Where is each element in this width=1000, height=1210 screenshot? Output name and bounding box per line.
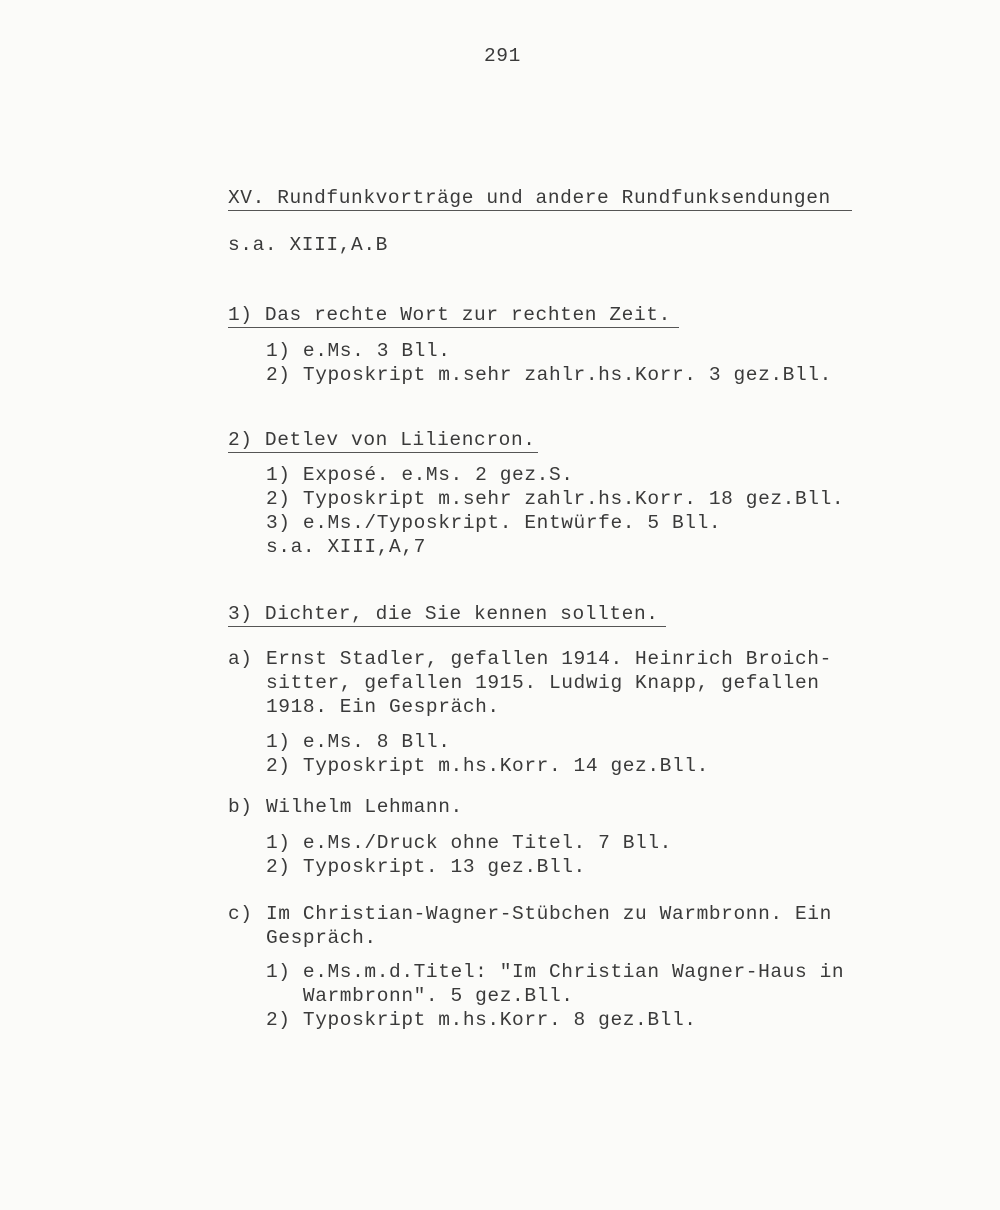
subentry-title-line: Gespräch.	[266, 927, 377, 949]
page-number: 291	[484, 45, 521, 67]
entry-see-also: s.a. XIII,A,7	[266, 536, 426, 558]
section-title-underline	[228, 210, 852, 211]
subentry-label: b)	[228, 796, 253, 818]
entry-heading: 3) Dichter, die Sie kennen sollten.	[228, 603, 659, 625]
entry-item: 2) Typoskript m.sehr zahlr.hs.Korr. 3 gez.Bll.	[266, 364, 832, 386]
subentry-item: 2) Typoskript m.hs.Korr. 8 gez.Bll.	[266, 1009, 697, 1031]
subentry-label: c)	[228, 903, 253, 925]
entry-heading: 2) Detlev von Liliencron.	[228, 429, 536, 451]
entry-item: 1) e.Ms. 3 Bll.	[266, 340, 451, 362]
entry-item: 1) Exposé. e.Ms. 2 gez.S.	[266, 464, 574, 486]
entry-heading-underline	[228, 327, 679, 328]
subentry-title-line: Im Christian-Wagner-Stübchen zu Warmbronn. Ein	[266, 903, 832, 925]
entry-item: 2) Typoskript m.sehr zahlr.hs.Korr. 18 gez.Bll.	[266, 488, 845, 510]
entry-item: 3) e.Ms./Typoskript. Entwürfe. 5 Bll.	[266, 512, 722, 534]
subentry-item: 2) Typoskript m.hs.Korr. 14 gez.Bll.	[266, 755, 709, 777]
subentry-item: 1) e.Ms. 8 Bll.	[266, 731, 451, 753]
subentry-item: 2) Typoskript. 13 gez.Bll.	[266, 856, 586, 878]
entry-heading-underline	[228, 452, 538, 453]
subentry-title-line: 1918. Ein Gespräch.	[266, 696, 500, 718]
section-see-also: s.a. XIII,A.B	[228, 234, 388, 256]
subentry-title-line: sitter, gefallen 1915. Ludwig Knapp, gefallen	[266, 672, 820, 694]
entry-heading: 1) Das rechte Wort zur rechten Zeit.	[228, 304, 671, 326]
section-title: XV. Rundfunkvorträge und andere Rundfunksendungen	[228, 187, 831, 209]
subentry-item: 1) e.Ms./Druck ohne Titel. 7 Bll.	[266, 832, 672, 854]
subentry-item: 1) e.Ms.m.d.Titel: "Im Christian Wagner-Haus in	[266, 961, 845, 983]
subentry-title-line: Wilhelm Lehmann.	[266, 796, 463, 818]
subentry-title-line: Ernst Stadler, gefallen 1914. Heinrich Broich-	[266, 648, 832, 670]
entry-heading-underline	[228, 626, 666, 627]
subentry-item: Warmbronn". 5 gez.Bll.	[266, 985, 574, 1007]
subentry-label: a)	[228, 648, 253, 670]
